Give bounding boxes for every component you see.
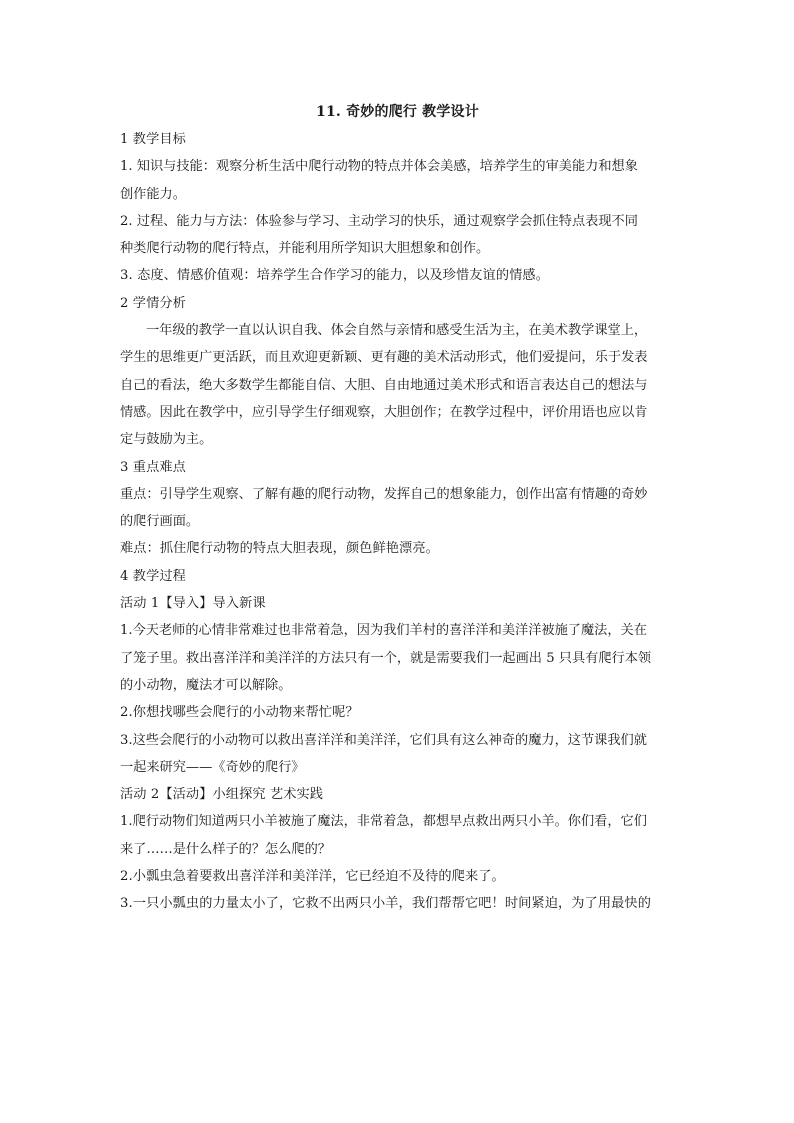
text-line: 定与鼓励为主。 xyxy=(120,432,213,448)
activity-2-step-2: 2.小瓢虫急着要救出喜洋洋和美洋洋，它已经迫不及待的爬来了。 xyxy=(120,869,505,885)
text-line: 1.今天老师的心情非常难过也非常着急，因为我们羊村的喜洋洋和美洋洋被施了魔法，关在 xyxy=(120,623,647,639)
activity-2-step-1 xyxy=(120,808,675,863)
text-line: 自己的看法，绝大多数学生都能自信、大胆、自由地通过美术形式和语言表达自己的想法与 xyxy=(120,377,648,393)
activity-2-heading: 活动 2【活动】小组探究 艺术实践 xyxy=(120,787,324,803)
objective-item-knowledge xyxy=(120,153,675,208)
objective-item-process xyxy=(120,208,675,263)
document-content xyxy=(120,99,675,918)
text-line: 情感。因此在教学中，应引导学生仔细观察，大胆创作；在教学过程中，评价用语也应以肯 xyxy=(120,404,648,420)
text-line: 来了……是什么样子的？怎么爬的？ xyxy=(120,841,331,857)
difficult-point: 难点：抓住爬行动物的特点大胆表现，颜色鲜艳漂亮。 xyxy=(120,541,439,557)
text-line: 种类爬行动物的爬行特点，并能利用所学知识大胆想象和创作。 xyxy=(120,241,490,257)
text-line: 学生的思维更广更活跃，而且欢迎更新颖、更有趣的美术活动形式，他们爱提问，乐于发表 xyxy=(120,350,648,366)
text-line: 1.爬行动物们知道两只小羊被施了魔法，非常着急，都想早点救出两只小羊。你们看，它们 xyxy=(120,814,647,830)
document-title: 11. 奇妙的爬行 教学设计 xyxy=(316,104,479,120)
text-line: 2. 过程、能力与方法：体验参与学习、主动学习的快乐，通过观察学会抓住特点表现不同 xyxy=(120,213,638,229)
text-line: 一起来研究——《奇妙的爬行》 xyxy=(120,759,305,775)
text-line: 的爬行画面。 xyxy=(120,514,200,530)
objective-item-attitude: 3. 态度、情感价值观：培养学生合作学习的能力，以及珍惜友谊的情感。 xyxy=(120,268,549,284)
analysis-paragraph xyxy=(120,317,675,453)
key-point-paragraph xyxy=(120,481,675,536)
section-heading-objectives: 1 教学目标 xyxy=(120,132,186,147)
section-heading-key-points: 3 重点难点 xyxy=(120,459,186,475)
text-line: 3.这些会爬行的小动物可以救出喜洋洋和美洋洋，它们具有这么神奇的魔力，这节课我们就 xyxy=(120,732,647,748)
text-line: 了笼子里。救出喜洋洋和美洋洋的方法只有一个，就是需要我们一起画出 5 只具有爬行本领 xyxy=(120,650,652,666)
text-line: 的小动物，魔法才可以解除。 xyxy=(120,677,292,693)
activity-1-step-3 xyxy=(120,727,675,782)
section-heading-process: 4 教学过程 xyxy=(120,568,186,584)
section-heading-analysis: 2 学情分析 xyxy=(120,295,186,311)
text-line: 创作能力。 xyxy=(120,186,186,202)
text-line: 1. 知识与技能：观察分析生活中爬行动物的特点并体会美感，培养学生的审美能力和想象 xyxy=(120,159,638,175)
activity-1-heading: 活动 1【导入】导入新课 xyxy=(120,596,266,612)
text-line: 一年级的教学一直以认识自我、体会自然与亲情和感受生活为主，在美术教学课堂上， xyxy=(146,323,648,339)
text-line: 重点：引导学生观察、了解有趣的爬行动物，发挥自己的想象能力，创作出富有情趣的奇妙 xyxy=(120,486,648,502)
activity-1-step-1 xyxy=(120,617,675,699)
activity-1-step-2: 2.你想找哪些会爬行的小动物来帮忙呢？ xyxy=(120,705,359,721)
activity-2-step-3: 3.一只小瓢虫的力量太小了，它救不出两只小羊，我们帮帮它吧！时间紧迫，为了用最快的 xyxy=(120,896,651,912)
